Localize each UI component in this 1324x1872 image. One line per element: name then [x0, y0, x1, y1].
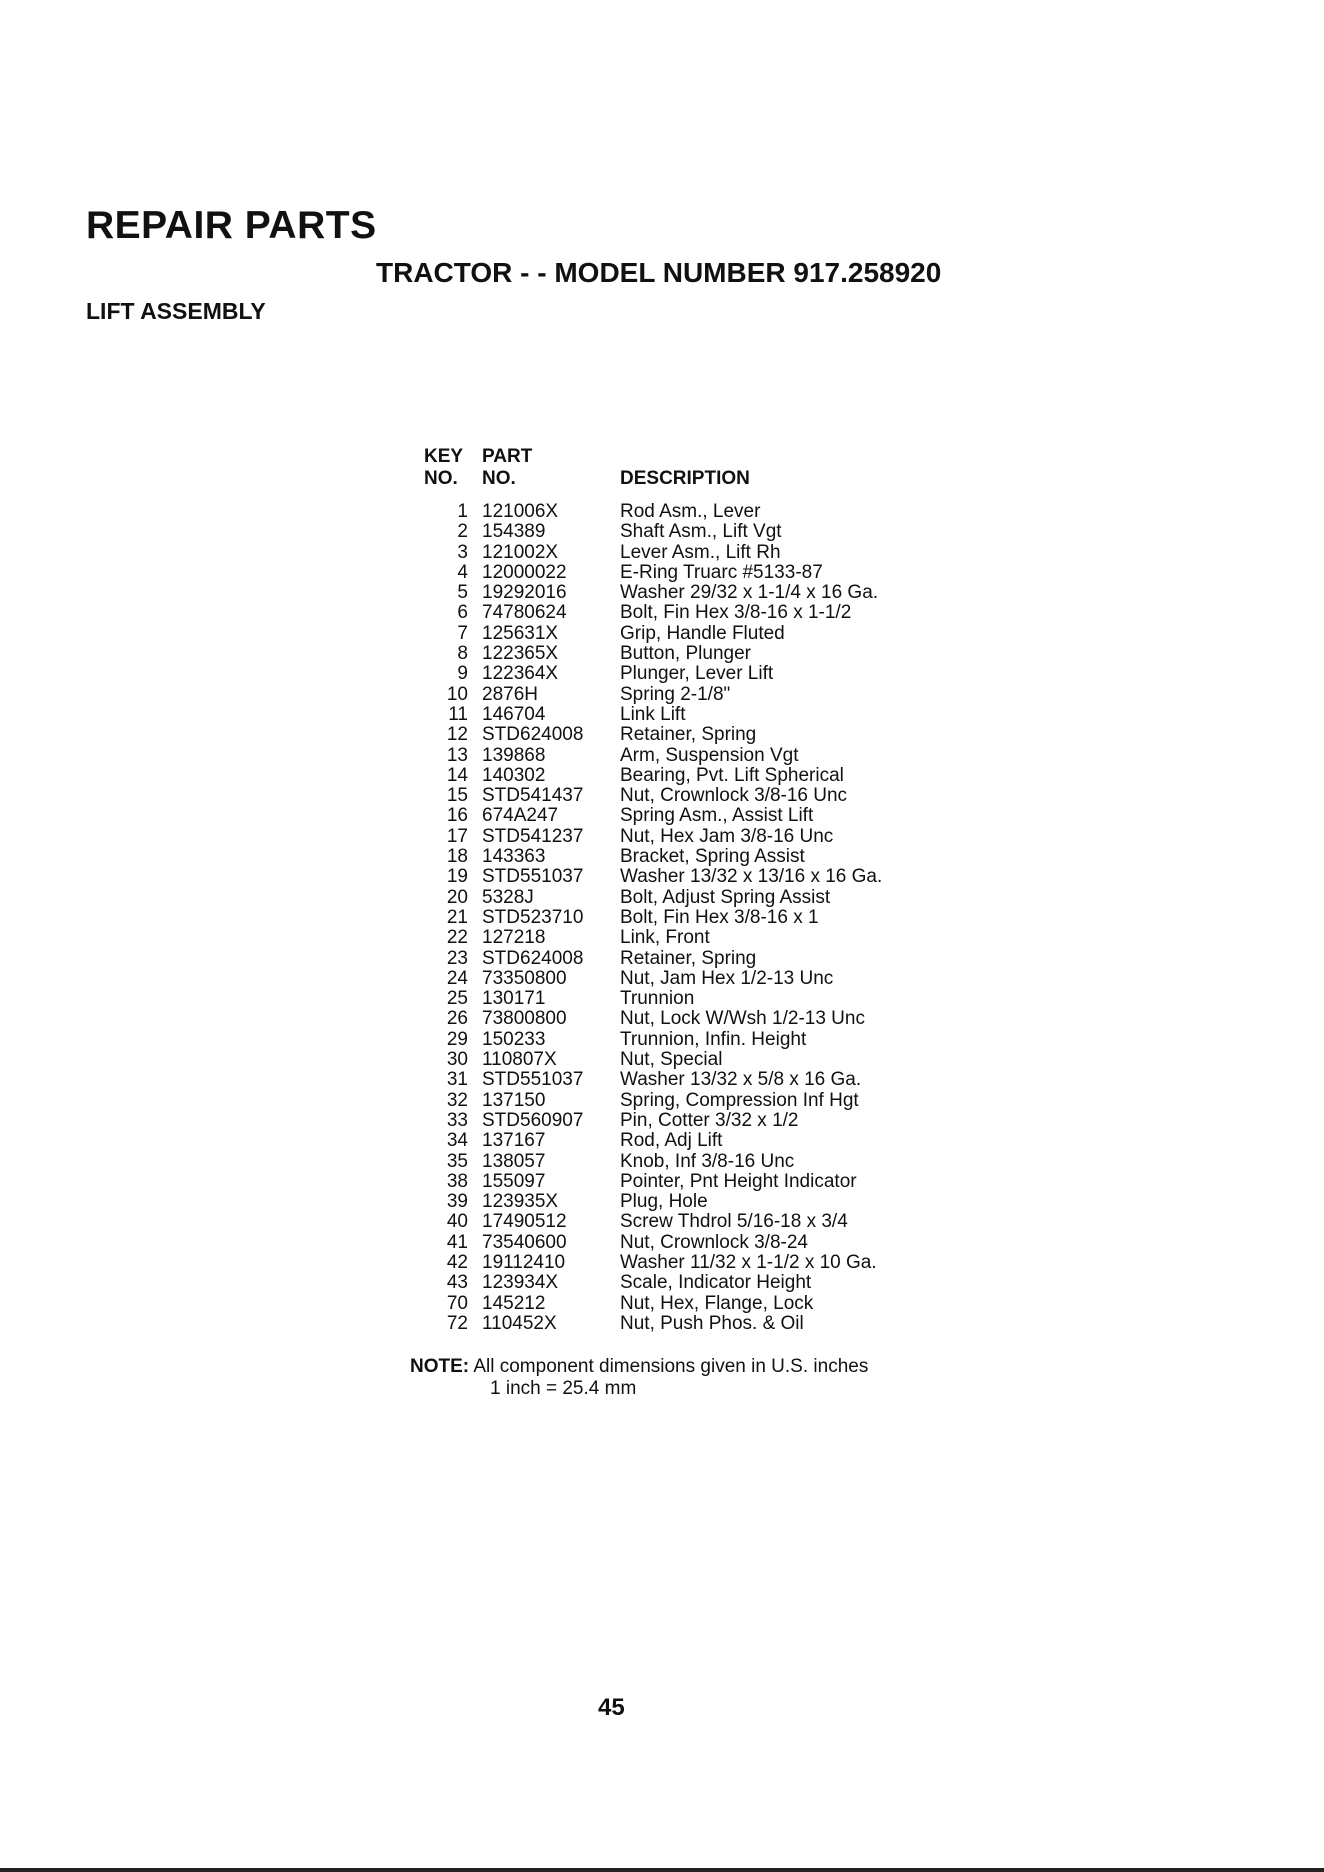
part-no-cell: 123935X	[482, 1191, 559, 1213]
part-no-cell: STD560907	[482, 1109, 584, 1131]
part-no-cell: 139868	[482, 744, 546, 766]
part-no-cell: 143363	[482, 846, 546, 868]
key-no-cell: 21	[446, 906, 468, 928]
part-no-cell: 110452X	[482, 1312, 557, 1334]
key-no-cell: 2	[457, 521, 468, 543]
description-cell: Washer 11/32 x 1-1/2 x 10 Ga.	[620, 1251, 877, 1273]
key-no-cell: 9	[457, 663, 468, 685]
description-cell: Washer 29/32 x 1-1/4 x 16 Ga.	[620, 582, 879, 604]
description-cell: Screw Thdrol 5/16-18 x 3/4	[620, 1211, 848, 1233]
part-no-cell: 19292016	[482, 582, 567, 604]
description-cell: Pointer, Pnt Height Indicator	[620, 1170, 857, 1192]
key-no-cell: 72	[446, 1312, 468, 1334]
description-cell: Pin, Cotter 3/32 x 1/2	[620, 1109, 799, 1131]
key-no-cell: 3	[457, 541, 468, 563]
key-no-cell: 23	[446, 947, 468, 969]
description-cell: Bolt, Fin Hex 3/8-16 x 1-1/2	[620, 602, 852, 624]
description-cell: Bolt, Adjust Spring Assist	[620, 886, 831, 908]
part-no-cell: 146704	[482, 703, 546, 725]
table-row	[424, 502, 980, 522]
note-label: NOTE:	[410, 1356, 470, 1377]
key-no-cell: 32	[446, 1089, 468, 1111]
table-row	[424, 1050, 980, 1070]
part-no-cell: 74780624	[482, 602, 567, 624]
part-no-cell: STD523710	[482, 906, 584, 928]
table-row	[424, 888, 980, 908]
part-no-cell: 137150	[482, 1089, 546, 1111]
table-row	[424, 806, 980, 826]
table-row	[424, 1152, 980, 1172]
model-number-heading: TRACTOR - - MODEL NUMBER 917.258920	[376, 257, 942, 288]
table-row	[424, 1253, 980, 1273]
table-row	[424, 908, 980, 928]
part-no-cell: STD624008	[482, 724, 584, 746]
description-cell: Bearing, Pvt. Lift Spherical	[620, 764, 844, 786]
section-heading: LIFT ASSEMBLY	[86, 298, 266, 324]
table-row	[424, 949, 980, 969]
key-no-cell: 22	[446, 927, 468, 949]
description-cell: Arm, Suspension Vgt	[620, 744, 799, 766]
table-row	[424, 969, 980, 989]
table-row	[424, 1233, 980, 1253]
table-row	[424, 1111, 980, 1131]
table-row	[424, 543, 980, 563]
table-row	[424, 685, 980, 705]
part-no-cell: 140302	[482, 764, 546, 786]
description-cell: Nut, Hex, Flange, Lock	[620, 1292, 814, 1314]
part-no-cell: 130171	[482, 988, 546, 1010]
key-no-cell: 18	[446, 846, 468, 868]
description-cell: Button, Plunger	[620, 643, 751, 665]
description-cell: Nut, Jam Hex 1/2-13 Unc	[620, 967, 834, 989]
table-row	[424, 603, 980, 623]
description-cell: Nut, Hex Jam 3/8-16 Unc	[620, 825, 834, 847]
description-cell: Spring 2-1/8"	[620, 683, 731, 705]
description-header: DESCRIPTION	[620, 468, 750, 489]
part-no-cell: 674A247	[482, 805, 559, 827]
key-no-cell: 14	[446, 764, 468, 786]
description-cell: Spring Asm., Assist Lift	[620, 805, 814, 827]
key-no-cell: 40	[446, 1211, 468, 1233]
key-no-cell: 10	[446, 683, 468, 705]
note-line2: 1 inch = 25.4 mm	[490, 1378, 637, 1399]
table-row	[424, 1294, 980, 1314]
description-cell: Nut, Crownlock 3/8-16 Unc	[620, 785, 848, 807]
key-no-cell: 30	[446, 1049, 468, 1071]
table-row	[424, 746, 980, 766]
table-row	[424, 644, 980, 664]
key-no-cell: 26	[446, 1008, 468, 1030]
description-cell: Retainer, Spring	[620, 947, 757, 969]
table-row	[424, 705, 980, 725]
key-header-line1: KEY	[424, 446, 464, 467]
note	[410, 1356, 868, 1400]
key-no-cell: 5	[457, 582, 468, 604]
table-row	[424, 1273, 980, 1293]
key-no-cell: 12	[446, 724, 468, 746]
description-cell: Rod, Adj Lift	[620, 1130, 723, 1152]
table-row	[424, 1091, 980, 1111]
part-no-header	[482, 446, 620, 490]
part-no-cell: 123934X	[482, 1272, 559, 1294]
part-no-cell: 17490512	[482, 1211, 567, 1233]
part-no-cell: 121002X	[482, 541, 559, 563]
description-cell: Spring, Compression Inf Hgt	[620, 1089, 859, 1111]
part-no-cell: STD551037	[482, 1069, 584, 1091]
table-row	[424, 563, 980, 583]
description-cell: Knob, Inf 3/8-16 Unc	[620, 1150, 795, 1172]
key-no-cell: 8	[457, 643, 468, 665]
description-cell: Bracket, Spring Assist	[620, 846, 805, 868]
key-no-cell: 29	[446, 1028, 468, 1050]
part-no-cell: 127218	[482, 927, 546, 949]
key-no-cell: 4	[457, 561, 468, 583]
description-cell: Grip, Handle Fluted	[620, 622, 785, 644]
key-no-cell: 6	[457, 602, 468, 624]
description-cell: Lever Asm., Lift Rh	[620, 541, 781, 563]
key-no-cell: 13	[446, 744, 468, 766]
description-cell: Plug, Hole	[620, 1191, 708, 1213]
description-cell: Trunnion	[620, 988, 695, 1010]
table-row	[424, 1172, 980, 1192]
table-row	[424, 847, 980, 867]
part-header-line2: NO.	[482, 468, 516, 489]
key-no-cell: 43	[446, 1272, 468, 1294]
description-cell: E-Ring Truarc #5133-87	[620, 561, 823, 583]
table-header	[424, 446, 980, 502]
key-no-cell: 20	[446, 886, 468, 908]
table-row	[424, 664, 980, 684]
part-no-cell: 12000022	[482, 561, 567, 583]
part-no-cell: STD551037	[482, 866, 584, 888]
table-row	[424, 989, 980, 1009]
part-no-cell: 137167	[482, 1130, 546, 1152]
key-no-cell: 25	[446, 988, 468, 1010]
description-cell: Shaft Asm., Lift Vgt	[620, 521, 782, 543]
part-no-cell: 122364X	[482, 663, 559, 685]
key-no-cell: 1	[457, 501, 468, 522]
description-cell: Scale, Indicator Height	[620, 1272, 812, 1294]
table-row	[424, 928, 980, 948]
key-no-cell: 33	[446, 1109, 468, 1131]
page-number: 45	[598, 1694, 625, 1721]
table-row	[424, 1314, 980, 1334]
key-no-cell: 41	[446, 1231, 468, 1253]
table-row	[424, 583, 980, 603]
key-no-cell: 16	[446, 805, 468, 827]
part-no-cell: STD541437	[482, 785, 584, 807]
part-no-cell: 73350800	[482, 967, 567, 989]
part-no-cell: 2876H	[482, 683, 538, 705]
parts-table	[424, 446, 980, 1334]
table-row	[424, 867, 980, 887]
key-no-cell: 42	[446, 1251, 468, 1273]
key-no-header	[424, 446, 482, 490]
table-row	[424, 786, 980, 806]
key-no-cell: 11	[448, 703, 468, 725]
part-no-cell: 145212	[482, 1292, 546, 1314]
key-no-cell: 35	[446, 1150, 468, 1172]
description-cell: Rod Asm., Lever	[620, 501, 761, 522]
part-no-cell: 154389	[482, 521, 546, 543]
description-cell: Trunnion, Infin. Height	[620, 1028, 807, 1050]
key-no-cell: 24	[446, 967, 468, 989]
table-row	[424, 1030, 980, 1050]
part-no-cell: STD541237	[482, 825, 584, 847]
part-no-cell: 5328J	[482, 886, 534, 908]
table-row	[424, 1009, 980, 1029]
part-no-cell: STD624008	[482, 947, 584, 969]
table-row	[424, 725, 980, 745]
table-row	[424, 1131, 980, 1151]
part-no-cell: 155097	[482, 1170, 546, 1192]
description-cell: Link, Front	[620, 927, 710, 949]
description-cell: Link Lift	[620, 703, 686, 725]
description-cell: Nut, Crownlock 3/8-24	[620, 1231, 808, 1253]
part-no-cell: 110807X	[482, 1049, 557, 1071]
table-row	[424, 1212, 980, 1232]
key-no-cell: 7	[457, 622, 468, 644]
part-no-cell: 125631X	[482, 622, 559, 644]
table-row	[424, 1070, 980, 1090]
key-no-cell: 19	[446, 866, 468, 888]
part-no-cell: 73800800	[482, 1008, 567, 1030]
part-no-cell: 73540600	[482, 1231, 567, 1253]
table-row	[424, 827, 980, 847]
table-row	[424, 766, 980, 786]
key-no-cell: 39	[446, 1191, 468, 1213]
part-no-cell: 19112410	[482, 1251, 566, 1273]
key-no-cell: 70	[446, 1292, 468, 1314]
part-no-cell: 121006X	[482, 501, 559, 522]
page-title: REPAIR PARTS	[86, 204, 377, 247]
key-no-cell: 31	[446, 1069, 468, 1091]
key-no-cell: 34	[446, 1130, 468, 1152]
note-line1: All component dimensions given in U.S. inches	[473, 1356, 869, 1377]
description-cell: Nut, Lock W/Wsh 1/2-13 Unc	[620, 1008, 865, 1030]
part-no-cell: 138057	[482, 1150, 546, 1172]
description-cell: Nut, Special	[620, 1049, 723, 1071]
description-cell: Plunger, Lever Lift	[620, 663, 774, 685]
table-row	[424, 522, 980, 542]
part-no-cell: 150233	[482, 1028, 546, 1050]
description-cell: Retainer, Spring	[620, 724, 757, 746]
part-no-cell: 122365X	[482, 643, 559, 665]
table-row	[424, 1192, 980, 1212]
description-cell: Washer 13/32 x 13/16 x 16 Ga.	[620, 866, 883, 888]
part-header-line1: PART	[482, 446, 533, 467]
bottom-rule	[0, 1868, 1324, 1872]
description-cell: Nut, Push Phos. & Oil	[620, 1312, 804, 1334]
key-no-cell: 17	[446, 825, 468, 847]
table-row	[424, 624, 980, 644]
key-header-line2: NO.	[424, 468, 458, 489]
key-no-cell: 15	[446, 785, 468, 807]
table-body	[424, 502, 980, 1334]
key-no-cell: 38	[446, 1170, 468, 1192]
description-cell: Bolt, Fin Hex 3/8-16 x 1	[620, 906, 819, 928]
description-cell: Washer 13/32 x 5/8 x 16 Ga.	[620, 1069, 862, 1091]
